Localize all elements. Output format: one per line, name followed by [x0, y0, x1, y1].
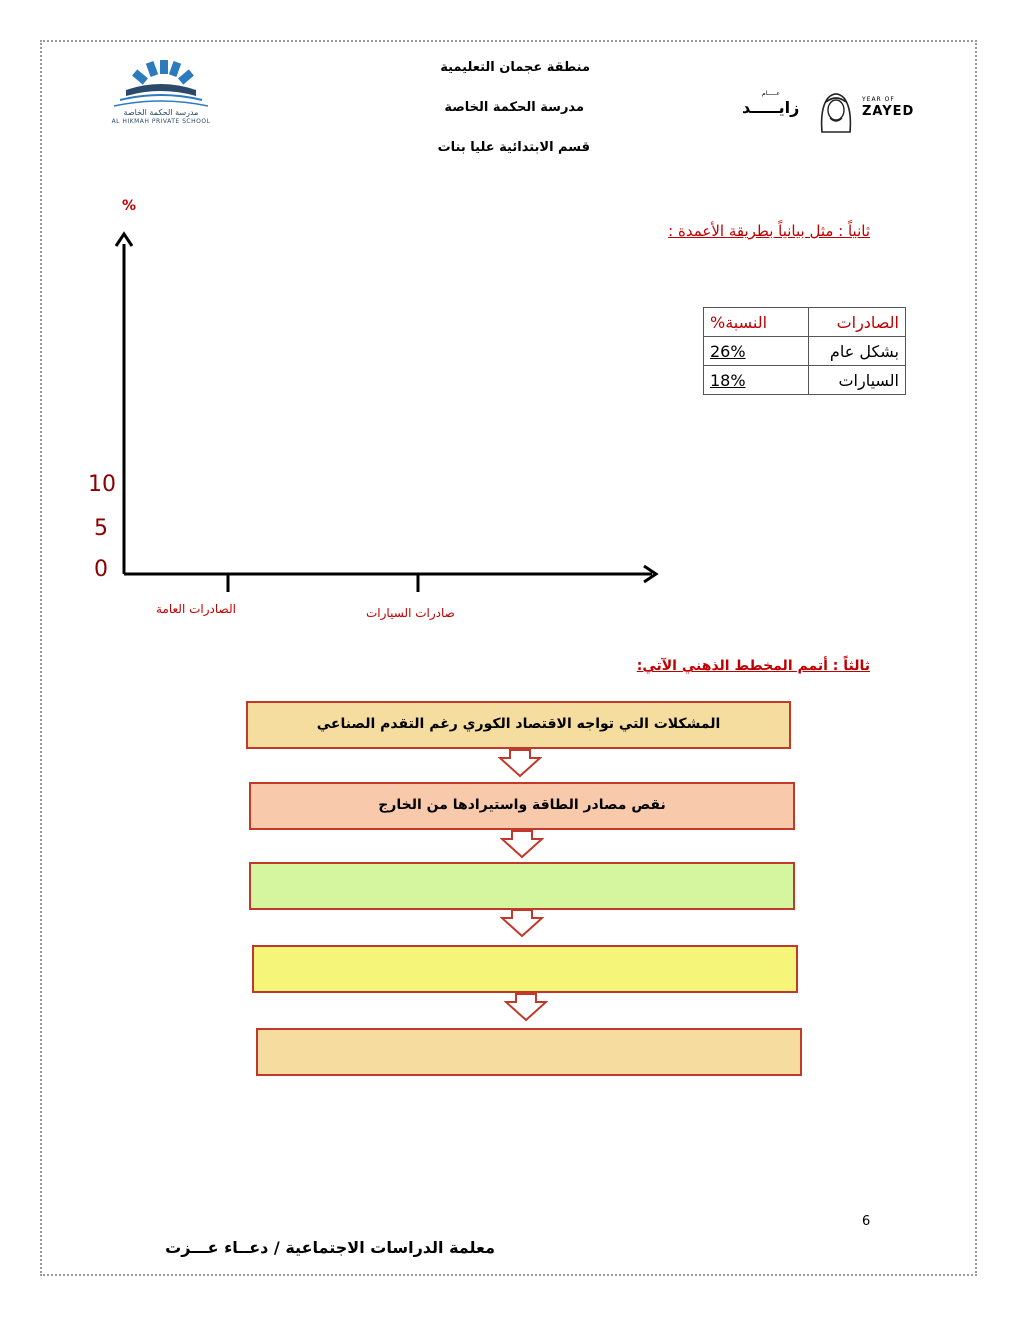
- flow-box-1: المشكلات التي تواجه الاقتصاد الكوري رغم التقدم الصناعي: [246, 701, 791, 749]
- y-tick-label-0: 0: [94, 557, 108, 582]
- percent-value: 26%: [710, 341, 746, 361]
- table-header-row: [704, 308, 906, 337]
- table-header-percent: النسبة%: [704, 308, 809, 337]
- year-of-text: YEAR OF: [862, 96, 895, 103]
- section3-title: ثالثاً : أتمم المخطط الذهني الآتي:: [636, 658, 870, 674]
- zayed-arabic-text: زايـــــد: [742, 98, 800, 117]
- header-line-1: منطقة عجمان التعليمية: [440, 60, 590, 75]
- year-of-zayed-logo: [742, 88, 922, 134]
- down-arrow-icon: [504, 992, 548, 1022]
- header-line-2: مدرسة الحكمة الخاصة: [444, 100, 584, 115]
- table-cell-value: [704, 366, 809, 395]
- header-line-3: قسم الابتدائية عليا بنات: [437, 140, 590, 155]
- flow-box-2: نقص مصادر الطاقة واستيرادها من الخارج: [249, 782, 795, 830]
- zayed-small-text: عـــــام: [762, 90, 780, 97]
- exports-table: [703, 307, 906, 395]
- zayed-portrait-icon: [814, 88, 858, 134]
- table-row: [704, 366, 906, 395]
- table-cell-value: [704, 337, 809, 366]
- table-row: [704, 337, 906, 366]
- school-logo-arabic: مدرسة الحكمة الخاصة: [123, 108, 199, 117]
- flow-box-5[interactable]: [256, 1028, 802, 1076]
- down-arrow-icon: [500, 829, 544, 859]
- flow-box-3[interactable]: [249, 862, 795, 910]
- bar-chart: [0, 0, 700, 640]
- zayed-english-text: ZAYED: [862, 104, 915, 119]
- table-header-exports: الصادرات: [809, 308, 906, 337]
- table-cell-label: بشكل عام: [809, 337, 906, 366]
- y-axis-label: %: [122, 198, 137, 214]
- flow-box-4[interactable]: [252, 945, 798, 993]
- percent-value: 18%: [710, 370, 746, 390]
- y-tick-label-10: 10: [88, 472, 116, 497]
- x-category-car-exports: صادرات السيارات: [366, 606, 455, 620]
- down-arrow-icon: [500, 908, 544, 938]
- footer-teacher: معلمة الدراسات الاجتماعية / دعــاء عـــزت: [165, 1238, 495, 1257]
- y-tick-label-5: 5: [94, 516, 108, 541]
- page-number: 6: [862, 1214, 871, 1229]
- table-cell-label: السيارات: [809, 366, 906, 395]
- x-category-general-exports: الصادرات العامة: [156, 602, 236, 616]
- section2-title: ثانياً : مثل بيانياً بطريقة الأعمدة :: [668, 222, 870, 240]
- down-arrow-icon: [498, 748, 542, 778]
- school-logo-english: AL HIKMAH PRIVATE SCHOOL: [111, 118, 211, 125]
